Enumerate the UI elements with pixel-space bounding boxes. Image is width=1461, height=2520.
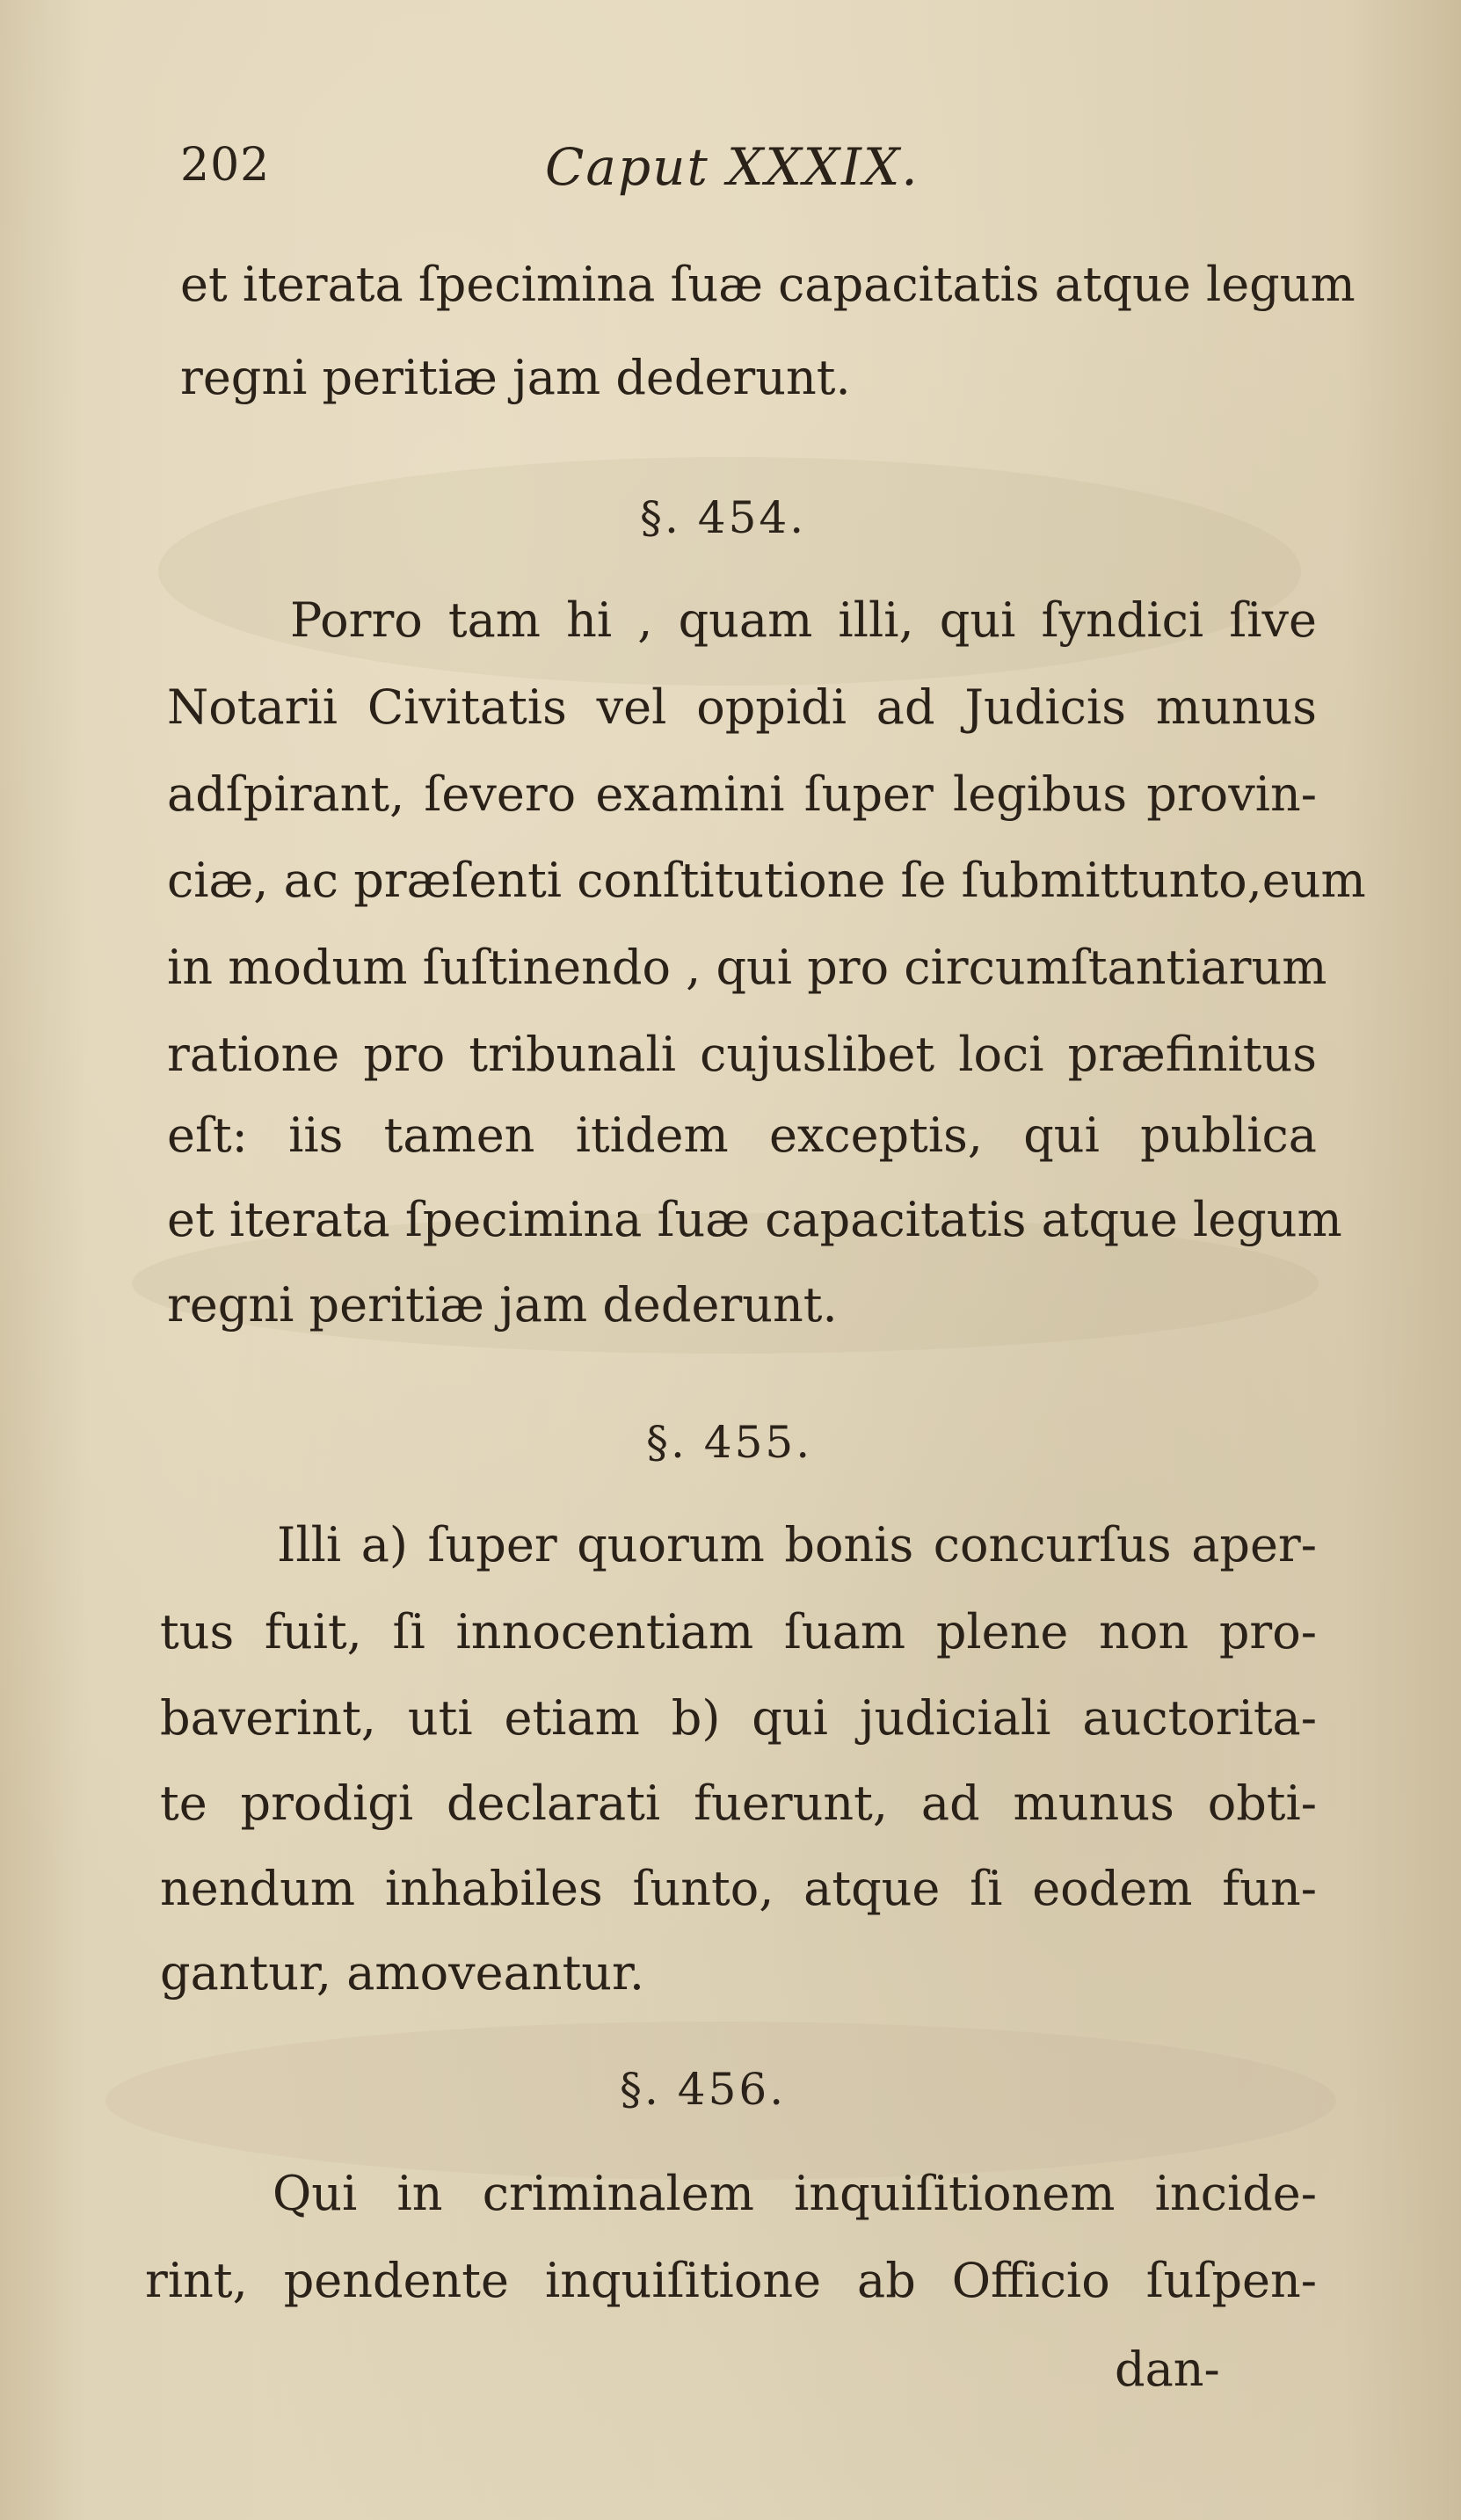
text-line: regni peritiæ jam dederunt.: [180, 350, 851, 405]
page-number: 202: [180, 139, 271, 192]
text-line: eſt: iis tamen itidem exceptis, qui publica: [167, 1107, 1317, 1163]
text-line: te prodigi declarati fuerunt, ad munus obti-: [160, 1776, 1317, 1831]
paper-stain: [158, 457, 1301, 686]
chapter-title: Caput XXXIX.: [545, 137, 919, 197]
text-line: adſpirant, ſevero examini ſuper legibus provin-: [167, 766, 1317, 822]
text-line: Illi a) ſuper quorum bonis concurſus aper-: [277, 1517, 1317, 1572]
section-mark-455: §. 455.: [646, 1417, 813, 1468]
text-line: tus fuit, ſi innocentiam ſuam plene non pro-: [160, 1604, 1317, 1659]
section-mark-454: §. 454.: [640, 492, 807, 543]
text-line: et iterata ſpecimina ſuæ capacitatis atque legum: [180, 257, 1356, 312]
text-line: ciæ, ac præſenti conſtitutione ſe ſubmittunto,eum: [167, 853, 1366, 908]
text-line: Notarii Civitatis vel oppidi ad Judicis munus: [167, 679, 1317, 735]
section-mark-456: §. 456.: [620, 2064, 787, 2115]
catchword: dan-: [1115, 2342, 1220, 2397]
text-line: regni peritiæ jam dederunt.: [167, 1277, 838, 1333]
text-line: baverint, uti etiam b) qui judiciali auctorita-: [160, 1690, 1317, 1746]
text-line: et iterata ſpecimina ſuæ capacitatis atque legum: [167, 1192, 1342, 1247]
running-head: [180, 132, 1323, 202]
text-line: rint, pendente inquiſitione ab Officio ſuſpen-: [145, 2253, 1317, 2308]
text-line: gantur, amoveantur.: [160, 1945, 645, 2001]
text-line: Qui in criminalem inquiſitionem incide-: [273, 2166, 1317, 2221]
text-line: Porro tam hi , quam illi, qui ſyndici ſive: [290, 592, 1317, 648]
text-line: nendum inhabiles ſunto, atque ſi eodem fun-: [160, 1861, 1317, 1916]
text-line: ratione pro tribunali cujuslibet loci præfinitus: [167, 1027, 1317, 1082]
text-line: in modum ſuſtinendo , qui pro circumſtantiarum: [167, 940, 1327, 995]
